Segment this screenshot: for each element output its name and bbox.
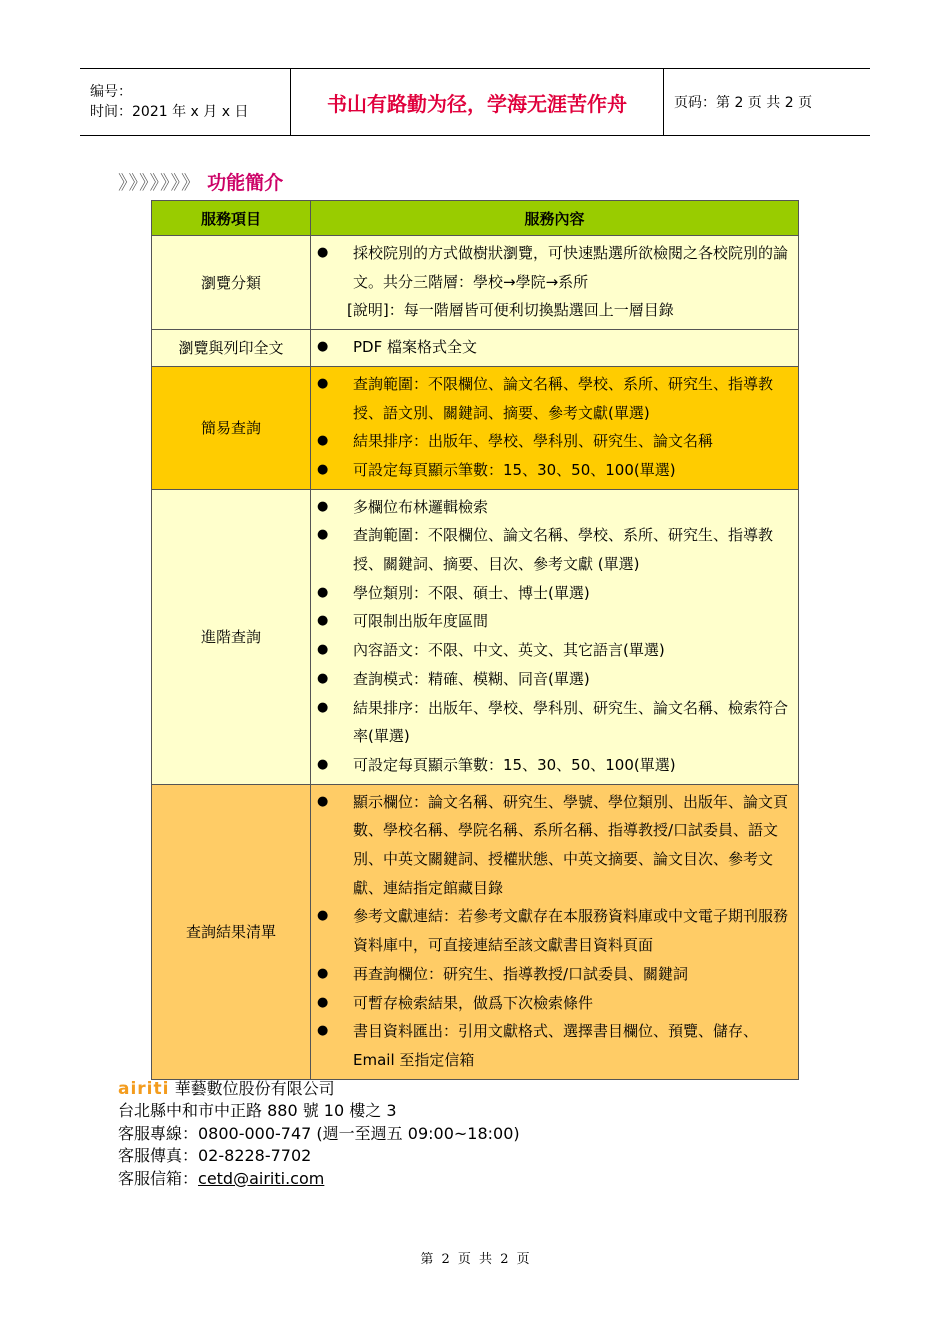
bullet-item: [317, 989, 792, 1018]
table-row: [152, 366, 799, 489]
bullet-item: [317, 902, 792, 959]
service-item: 查詢結果清單: [152, 784, 311, 1079]
bullet-dot-icon: ●: [317, 339, 329, 355]
bullet-text: 參考文獻連結：若參考文獻存在本服務資料庫或中文電子期刊服務資料庫中，可直接連結至該文獻書目資料頁面: [353, 907, 789, 955]
bullet-item: [317, 370, 792, 427]
service-item: 進階查詢: [152, 489, 311, 784]
column-header-item: 服務項目: [152, 201, 311, 236]
bullet-text: 結果排序：出版年、學校、學科別、研究生、論文名稱: [353, 432, 714, 451]
bullet-dot-icon: ●: [317, 642, 329, 658]
bullet-item: [317, 456, 792, 485]
bullet-dot-icon: ●: [317, 527, 329, 543]
note-text: [說明]：每一階層皆可便利切換點選回上一層目錄: [347, 301, 674, 320]
service-content: [311, 330, 799, 367]
bullet-text: 可設定每頁顯示筆數：15、30、50、100(單選): [353, 755, 676, 774]
bullet-text: 內容語文：不限、中文、英文、其它語言(單選): [353, 641, 665, 660]
section-title: 功能簡介: [207, 172, 284, 194]
bullet-dot-icon: ●: [317, 1023, 329, 1039]
page-footer: 第 2 页 共 2 页: [420, 1252, 530, 1267]
company-address: 台北縣中和市中正路 880 號 10 樓之 3: [118, 1101, 397, 1121]
time-label: 时间：2021 年 x 月 x 日: [90, 104, 249, 120]
bullet-text: 查詢模式：精確、模糊、同音(單選): [353, 669, 590, 688]
bullet-item: [317, 493, 792, 522]
email-link[interactable]: cetd@airiti.com: [198, 1168, 325, 1188]
bullet-text: 結果排序：出版年、學校、學科別、研究生、論文名稱、檢索符合率(單選): [353, 698, 789, 746]
document-header: [80, 68, 870, 136]
company-phone: 客服專線：0800-000-747 (週一至週五 09:00~18:00): [118, 1123, 520, 1143]
bullet-dot-icon: ●: [317, 699, 329, 715]
bullet-text: PDF 檔案格式全文: [353, 338, 477, 357]
service-content: [311, 784, 799, 1079]
company-info: [118, 1078, 520, 1190]
bullet-text: 查詢範圍：不限欄位、論文名稱、學校、系所、研究生、指導教授、關鍵詞、摘要、目次、參考文獻 (單選): [353, 526, 774, 574]
bullet-text: 學位類別：不限、碩士、博士(單選): [353, 583, 590, 602]
bullet-text: 採校院別的方式做樹狀瀏覽，可快速點選所欲檢閱之各校院別的論文。共分三階層：學校→學院→系所: [353, 244, 789, 291]
section-heading: [118, 170, 283, 196]
bullet-item: [317, 521, 792, 578]
company-name: 華藝數位股份有限公司: [174, 1079, 335, 1098]
service-item: 瀏覽與列印全文: [152, 330, 311, 367]
bullet-text: 多欄位布林邏輯檢索: [353, 497, 489, 516]
service-content: [311, 236, 799, 330]
bullet-dot-icon: ●: [317, 461, 329, 477]
service-table: [151, 200, 799, 1080]
service-item: 簡易查詢: [152, 366, 311, 489]
bullet-dot-icon: ●: [317, 965, 329, 981]
bullet-item: [317, 788, 792, 903]
bullet-text: 書目資料匯出：引用文獻格式、選擇書目欄位、預覽、儲存、Email 至指定信箱: [353, 1022, 759, 1069]
bullet-text: 可限制出版年度區間: [353, 612, 489, 631]
bullet-item: [317, 239, 792, 296]
company-fax: 客服傳真：02-8228-7702: [118, 1146, 312, 1166]
bullet-dot-icon: ●: [317, 670, 329, 686]
bullet-item: [317, 1017, 792, 1074]
bullet-item: [317, 579, 792, 608]
header-page-label: 页码：第 2 页 共 2 页: [674, 95, 813, 111]
bullet-dot-icon: ●: [317, 245, 329, 260]
bullet-item: [317, 694, 792, 751]
bullet-item: [317, 751, 792, 780]
header-meta: [80, 69, 291, 136]
table-row: [152, 330, 799, 367]
bullet-dot-icon: ●: [317, 908, 329, 924]
header-motto: 书山有路勤为径，学海无涯苦作舟: [291, 69, 664, 136]
table-row: [152, 784, 799, 1079]
bullet-text: 可設定每頁顯示筆數：15、30、50、100(單選): [353, 460, 676, 479]
service-item: 瀏覽分類: [152, 236, 311, 330]
number-label: 编号：: [90, 84, 132, 100]
bullet-dot-icon: ●: [317, 994, 329, 1010]
bullet-dot-icon: ●: [317, 793, 329, 809]
bullet-dot-icon: ●: [317, 756, 329, 772]
bullet-dot-icon: ●: [317, 498, 329, 514]
bullet-text: 可暫存檢索結果，做爲下次檢索條件: [353, 993, 594, 1012]
table-row: [152, 236, 799, 330]
bullet-text: 查詢範圍：不限欄位、論文名稱、學校、系所、研究生、指導教授、語文別、關鍵詞、摘要、參考文獻(單選): [353, 374, 774, 422]
table-row: [152, 489, 799, 784]
bullet-text: 顯示欄位：論文名稱、研究生、學號、學位類別、出版年、論文頁數、學校名稱、學院名稱、系所名稱、指導教授/口試委員、語文別、中英文關鍵詞、授權狀態、中英文摘要、論文目次、參考文獻、連結指定館藏目錄: [353, 792, 789, 897]
email-label: 客服信箱：: [118, 1168, 199, 1188]
bullet-item: [317, 960, 792, 989]
bullet-dot-icon: ●: [317, 433, 329, 449]
service-content: [311, 366, 799, 489]
bullet-item: [317, 607, 792, 636]
bullet-item: [317, 665, 792, 694]
table-header-row: [152, 201, 799, 236]
bullet-item: [317, 427, 792, 456]
heading-arrows: 》》》》》》》: [118, 172, 202, 194]
bullet-dot-icon: ●: [317, 584, 329, 600]
bullet-dot-icon: ●: [317, 613, 329, 629]
bullet-item: [317, 636, 792, 665]
bullet-item: [317, 333, 792, 362]
bullet-dot-icon: ●: [317, 375, 329, 391]
service-content: [311, 489, 799, 784]
column-header-content: 服務內容: [311, 201, 799, 236]
bullet-text: 再查詢欄位：研究生、指導教授/口試委員、關鍵詞: [353, 964, 689, 983]
airiti-logo: airiti: [118, 1079, 170, 1099]
